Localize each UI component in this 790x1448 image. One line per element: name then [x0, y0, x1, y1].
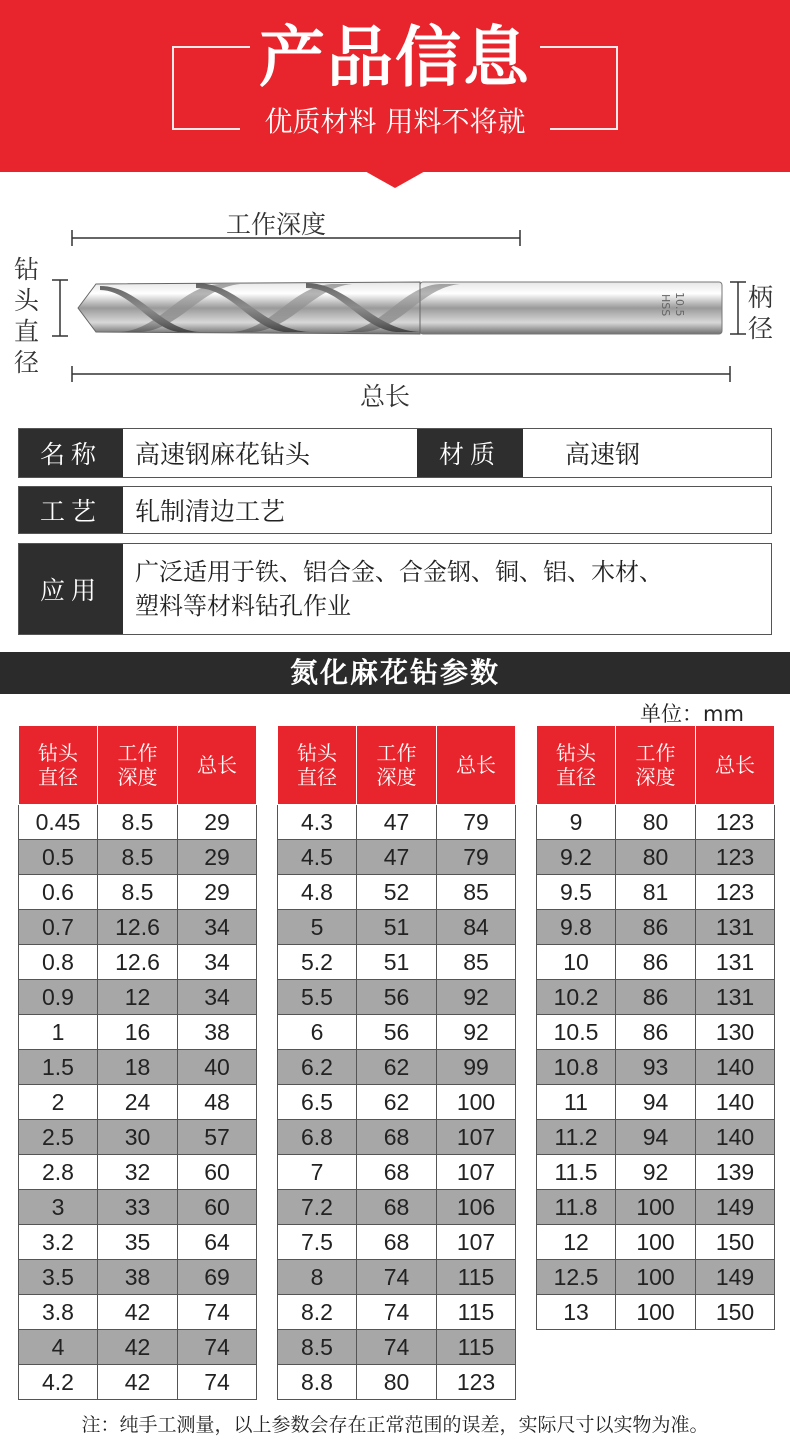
table-row	[278, 1085, 516, 1120]
table-row	[537, 1260, 775, 1295]
table-row	[537, 1190, 775, 1225]
table-cell: 13	[537, 1295, 616, 1330]
table-cell: 29	[178, 805, 257, 840]
table-cell: 86	[616, 1015, 696, 1050]
table-row	[19, 910, 257, 945]
table-cell: 2	[19, 1085, 98, 1120]
table-cell: 11.8	[537, 1190, 616, 1225]
table-row	[19, 945, 257, 980]
table-cell: 115	[437, 1330, 516, 1365]
table-cell: 57	[178, 1120, 257, 1155]
params-table-3	[536, 725, 775, 1330]
table-cell: 100	[616, 1225, 696, 1260]
table-cell: 100	[616, 1190, 696, 1225]
table-cell: 8.5	[98, 875, 178, 910]
table-cell: 131	[696, 980, 775, 1015]
table-row	[19, 1330, 257, 1365]
table-cell: 60	[178, 1190, 257, 1225]
table-cell: 74	[357, 1260, 437, 1295]
table-row	[537, 910, 775, 945]
table-cell: 0.8	[19, 945, 98, 980]
spec-row-application	[18, 543, 772, 635]
table-row	[537, 1155, 775, 1190]
spec-value-name: 高速钢麻花钻头	[135, 440, 311, 469]
bit-diameter-dimension	[52, 280, 68, 336]
table-header-cell: 工作 深度	[357, 726, 437, 805]
table-cell: 79	[437, 805, 516, 840]
table-cell: 92	[437, 1015, 516, 1050]
spec-value-application	[123, 544, 771, 634]
table-cell: 42	[98, 1365, 178, 1400]
table-cell: 139	[696, 1155, 775, 1190]
table-cell: 74	[178, 1295, 257, 1330]
table-cell: 80	[616, 805, 696, 840]
table-cell: 4.8	[278, 875, 357, 910]
table-cell: 7.2	[278, 1190, 357, 1225]
table-cell: 11.2	[537, 1120, 616, 1155]
shank-engraving	[659, 292, 686, 317]
table-row	[537, 1120, 775, 1155]
table-cell: 10.5	[537, 1015, 616, 1050]
table-cell: 62	[357, 1085, 437, 1120]
table-row	[278, 980, 516, 1015]
table-cell: 6	[278, 1015, 357, 1050]
header-pointer	[363, 170, 427, 188]
table-cell: 0.6	[19, 875, 98, 910]
table-header-row	[19, 726, 257, 805]
svg-text:HSS: HSS	[659, 294, 672, 317]
table-cell: 11	[537, 1085, 616, 1120]
table-row	[278, 1225, 516, 1260]
table-cell: 123	[696, 805, 775, 840]
table-row	[19, 1015, 257, 1050]
page-title: 产品信息	[259, 19, 531, 96]
spec-key-application: 应用	[19, 544, 123, 634]
table-cell: 92	[437, 980, 516, 1015]
table-cell: 34	[178, 910, 257, 945]
table-cell: 74	[357, 1295, 437, 1330]
table-cell: 18	[98, 1050, 178, 1085]
table-row	[537, 1050, 775, 1085]
table-row	[278, 1120, 516, 1155]
table-cell: 30	[98, 1120, 178, 1155]
table-cell: 32	[98, 1155, 178, 1190]
table-row	[278, 1050, 516, 1085]
table-cell: 11.5	[537, 1155, 616, 1190]
table-row	[19, 1225, 257, 1260]
table-cell: 47	[357, 840, 437, 875]
table-header-cell: 总长	[696, 726, 775, 805]
table-cell: 100	[616, 1295, 696, 1330]
table-cell: 140	[696, 1050, 775, 1085]
table-row	[278, 840, 516, 875]
table-row	[537, 875, 775, 910]
table-cell: 9	[537, 805, 616, 840]
table-row	[278, 945, 516, 980]
table-cell: 74	[178, 1330, 257, 1365]
table-row	[537, 805, 775, 840]
table-cell: 68	[357, 1120, 437, 1155]
table-cell: 140	[696, 1085, 775, 1120]
table-cell: 52	[357, 875, 437, 910]
table-cell: 3.5	[19, 1260, 98, 1295]
table-cell: 123	[696, 840, 775, 875]
table-cell: 3.8	[19, 1295, 98, 1330]
table-cell: 4	[19, 1330, 98, 1365]
table-row	[278, 1365, 516, 1400]
table-row	[19, 840, 257, 875]
table-cell: 84	[437, 910, 516, 945]
table-cell: 74	[178, 1365, 257, 1400]
table-cell: 8.5	[98, 840, 178, 875]
table-cell: 94	[616, 1120, 696, 1155]
table-header-cell: 工作 深度	[616, 726, 696, 805]
table-cell: 150	[696, 1295, 775, 1330]
table-cell: 62	[357, 1050, 437, 1085]
table-cell: 12.5	[537, 1260, 616, 1295]
table-cell: 9.8	[537, 910, 616, 945]
footnote: 注：纯手工测量，以上参数会存在正常范围的误差，实际尺寸以实物为准。	[81, 1414, 709, 1436]
spec-row-process	[18, 486, 772, 534]
table-cell: 94	[616, 1085, 696, 1120]
table-cell: 60	[178, 1155, 257, 1190]
spec-value-process: 轧制清边工艺	[135, 497, 286, 526]
table-cell: 131	[696, 945, 775, 980]
table-cell: 99	[437, 1050, 516, 1085]
table-cell: 140	[696, 1120, 775, 1155]
table-cell: 10	[537, 945, 616, 980]
table-cell: 0.9	[19, 980, 98, 1015]
table-cell: 4.5	[278, 840, 357, 875]
table-cell: 106	[437, 1190, 516, 1225]
table-row	[537, 945, 775, 980]
table-cell: 2.5	[19, 1120, 98, 1155]
table-row	[19, 1190, 257, 1225]
table-cell: 0.45	[19, 805, 98, 840]
table-cell: 29	[178, 875, 257, 910]
table-cell: 29	[178, 840, 257, 875]
table-cell: 79	[437, 840, 516, 875]
svg-text:10.5: 10.5	[673, 292, 686, 317]
table-cell: 107	[437, 1155, 516, 1190]
page-subtitle: 优质材料 用料不将就	[264, 105, 526, 138]
table-cell: 42	[98, 1295, 178, 1330]
spec-key-material: 材质	[417, 429, 523, 477]
table-row	[278, 1015, 516, 1050]
table-row	[19, 1085, 257, 1120]
table-header-cell: 钻头 直径	[537, 726, 616, 805]
table-row	[19, 1155, 257, 1190]
table-cell: 4.2	[19, 1365, 98, 1400]
table-row	[19, 1260, 257, 1295]
table-cell: 86	[616, 945, 696, 980]
drill-bit-diagram	[0, 190, 790, 390]
table-cell: 34	[178, 980, 257, 1015]
table-cell: 0.5	[19, 840, 98, 875]
table-row	[19, 1295, 257, 1330]
table-row	[19, 1120, 257, 1155]
table-cell: 100	[437, 1085, 516, 1120]
table-cell: 10.8	[537, 1050, 616, 1085]
table-cell: 68	[357, 1190, 437, 1225]
spec-row-name	[18, 428, 772, 478]
table-row	[19, 875, 257, 910]
table-cell: 8	[278, 1260, 357, 1295]
table-cell: 6.2	[278, 1050, 357, 1085]
table-row	[537, 1295, 775, 1330]
table-row	[278, 1190, 516, 1225]
table-cell: 8.2	[278, 1295, 357, 1330]
params-band-title: 氮化麻花钻参数	[0, 652, 790, 694]
params-table-2	[277, 725, 516, 1400]
table-row	[537, 840, 775, 875]
table-cell: 6.8	[278, 1120, 357, 1155]
table-cell: 42	[98, 1330, 178, 1365]
table-row	[19, 980, 257, 1015]
table-header-cell: 总长	[437, 726, 516, 805]
table-cell: 130	[696, 1015, 775, 1050]
table-cell: 131	[696, 910, 775, 945]
table-cell: 5	[278, 910, 357, 945]
table-cell: 150	[696, 1225, 775, 1260]
table-cell: 81	[616, 875, 696, 910]
table-cell: 69	[178, 1260, 257, 1295]
table-cell: 3	[19, 1190, 98, 1225]
table-cell: 92	[616, 1155, 696, 1190]
table-cell: 24	[98, 1085, 178, 1120]
table-cell: 93	[616, 1050, 696, 1085]
table-cell: 115	[437, 1295, 516, 1330]
table-header-cell: 钻头 直径	[278, 726, 357, 805]
working-depth-label: 工作深度	[226, 210, 327, 239]
table-cell: 5.5	[278, 980, 357, 1015]
table-cell: 5.2	[278, 945, 357, 980]
table-cell: 48	[178, 1085, 257, 1120]
table-header-cell: 总长	[178, 726, 257, 805]
table-cell: 10.2	[537, 980, 616, 1015]
table-cell: 86	[616, 980, 696, 1015]
table-cell: 38	[178, 1015, 257, 1050]
table-cell: 4.3	[278, 805, 357, 840]
table-cell: 115	[437, 1260, 516, 1295]
table-cell: 47	[357, 805, 437, 840]
table-cell: 38	[98, 1260, 178, 1295]
table-cell: 56	[357, 980, 437, 1015]
table-header-row	[537, 726, 775, 805]
table-cell: 100	[616, 1260, 696, 1295]
table-row	[278, 875, 516, 910]
total-length-label: 总长	[360, 382, 411, 411]
table-cell: 56	[357, 1015, 437, 1050]
table-row	[278, 910, 516, 945]
table-row	[19, 1050, 257, 1085]
table-cell: 123	[696, 875, 775, 910]
working-depth-dimension	[72, 230, 520, 246]
table-row	[537, 1085, 775, 1120]
application-line-1: 广泛适用于铁、铝合金、合金钢、铜、铝、木材、	[135, 558, 663, 586]
table-cell: 8.5	[98, 805, 178, 840]
table-cell: 51	[357, 945, 437, 980]
unit-label: 单位：mm	[640, 702, 744, 726]
table-cell: 33	[98, 1190, 178, 1225]
table-cell: 7	[278, 1155, 357, 1190]
table-cell: 3.2	[19, 1225, 98, 1260]
table-cell: 107	[437, 1120, 516, 1155]
table-cell: 80	[357, 1365, 437, 1400]
table-cell: 107	[437, 1225, 516, 1260]
table-cell: 68	[357, 1155, 437, 1190]
application-line-2: 塑料等材料钻孔作业	[135, 592, 351, 620]
table-row	[537, 980, 775, 1015]
table-cell: 2.8	[19, 1155, 98, 1190]
table-row	[278, 1260, 516, 1295]
table-cell: 149	[696, 1190, 775, 1225]
table-cell: 64	[178, 1225, 257, 1260]
spec-key-name: 名称	[19, 429, 123, 477]
table-cell: 86	[616, 910, 696, 945]
total-length-dimension	[72, 366, 730, 382]
table-cell: 12.6	[98, 945, 178, 980]
table-cell: 8.5	[278, 1330, 357, 1365]
table-cell: 1	[19, 1015, 98, 1050]
table-cell: 74	[357, 1330, 437, 1365]
table-row	[278, 805, 516, 840]
shank-diameter-label: 柄 径	[748, 283, 774, 343]
table-cell: 35	[98, 1225, 178, 1260]
table-row	[537, 1015, 775, 1050]
table-cell: 80	[616, 840, 696, 875]
table-cell: 149	[696, 1260, 775, 1295]
table-cell: 12	[537, 1225, 616, 1260]
table-cell: 12	[98, 980, 178, 1015]
shank-diameter-dimension	[730, 282, 746, 334]
table-cell: 16	[98, 1015, 178, 1050]
table-cell: 9.2	[537, 840, 616, 875]
bit-diameter-label: 钻 头 直 径	[14, 255, 40, 377]
table-header-row	[278, 726, 516, 805]
params-table-1	[18, 725, 257, 1400]
table-cell: 85	[437, 875, 516, 910]
table-cell: 7.5	[278, 1225, 357, 1260]
table-row	[19, 1365, 257, 1400]
table-cell: 9.5	[537, 875, 616, 910]
table-header-cell: 钻头 直径	[19, 726, 98, 805]
table-cell: 123	[437, 1365, 516, 1400]
table-cell: 8.8	[278, 1365, 357, 1400]
table-header-cell: 工作 深度	[98, 726, 178, 805]
table-cell: 12.6	[98, 910, 178, 945]
table-row	[278, 1295, 516, 1330]
spec-key-process: 工艺	[19, 487, 123, 533]
table-cell: 6.5	[278, 1085, 357, 1120]
table-row	[278, 1155, 516, 1190]
table-cell: 51	[357, 910, 437, 945]
table-cell: 1.5	[19, 1050, 98, 1085]
table-cell: 34	[178, 945, 257, 980]
table-cell: 85	[437, 945, 516, 980]
table-cell: 0.7	[19, 910, 98, 945]
table-cell: 40	[178, 1050, 257, 1085]
table-cell: 68	[357, 1225, 437, 1260]
table-row	[537, 1225, 775, 1260]
spec-value-material: 高速钢	[565, 440, 641, 469]
table-row	[278, 1330, 516, 1365]
table-row	[19, 805, 257, 840]
